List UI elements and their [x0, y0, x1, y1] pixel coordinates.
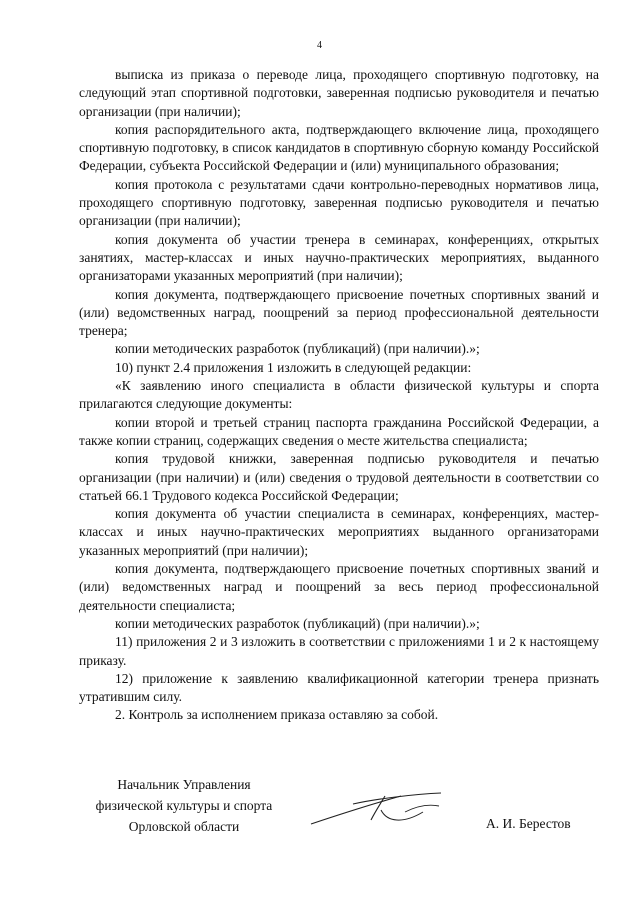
- paragraph: копия документа, подтверждающего присвоение почетных спортивных званий и (или) ведомственных наград и поощрений за весь период профессиональной деятельности специалиста;: [79, 561, 599, 613]
- signatory-title: [79, 774, 289, 837]
- paragraph: копии второй и третьей страниц паспорта гражданина Российской Федерации, а также копии страниц, содержащих сведения о месте жительства специалиста;: [79, 414, 599, 448]
- paragraph: 2. Контроль за исполнением приказа оставляю за собой.: [115, 707, 439, 723]
- paragraph: копия протокола с результатами сдачи контрольно-переводных нормативов лица, проходящего спортивную подготовку, заверенная подписью руководителя и печатью организации (при наличии);: [79, 176, 599, 229]
- paragraph: копия трудовой книжки, заверенная подписью руководителя и печатью организации (при наличии) и (или) сведения о трудовой деятельности в соответствии со статьей 66.1 Трудового кодекса Российской Федерации;: [79, 451, 599, 503]
- handwritten-signature: [305, 782, 445, 832]
- paragraph: копия распорядительного акта, подтверждающего включение лица, проходящего спортивную подготовку, в список кандидатов в спортивную сборную команду Российской Федерации, субъекта Российской Федерации и (или) муниципального образования;: [79, 121, 599, 174]
- signatory-title-line: физической культуры и спорта: [95, 798, 273, 813]
- signer-name: А. И. Берестов: [486, 816, 571, 831]
- paragraph: копия документа об участии тренера в семинарах, конференциях, открытых занятиях, мастер-классах и иных научно-практических мероприятиях, выданного организаторами указанных мероприятий (при наличии);: [79, 231, 599, 284]
- paragraph: копия документа, подтверждающего присвоение почетных спортивных званий и (или) ведомственных наград, поощрений за период профессиональной деятельности тренера;: [79, 286, 599, 339]
- paragraph: копии методических разработок (публикаций) (при наличии).»;: [115, 341, 480, 357]
- signatory-title-line: Начальник Управления: [117, 777, 251, 792]
- paragraph: выписка из приказа о переводе лица, проходящего спортивную подготовку, на следующий этап спортивной подготовки, заверенная подписью руководителя и печатью организации (при наличии);: [79, 67, 599, 119]
- paragraph: «К заявлению иного специалиста в области физической культуры и спорта прилагаются следующие документы:: [79, 378, 599, 412]
- document-body: [79, 66, 599, 725]
- paragraph: 12) приложение к заявлению квалификационной категории тренера признать утратившим силу.: [79, 670, 599, 705]
- paragraph: копия документа об участии специалиста в семинарах, конференциях, мастер-классах и иных научно-практических мероприятиях выданного организаторами указанных мероприятий (при наличии);: [79, 506, 599, 558]
- paragraph: 11) приложения 2 и 3 изложить в соответствии с приложениями 1 и 2 к настоящему приказу.: [79, 634, 599, 668]
- paragraph: 10) пункт 2.4 приложения 1 изложить в следующей редакции:: [115, 359, 472, 375]
- signatory-title-line: Орловской области: [128, 819, 240, 834]
- page-number: 4: [317, 40, 322, 51]
- paragraph: копии методических разработок (публикаций) (при наличии).»;: [115, 615, 480, 631]
